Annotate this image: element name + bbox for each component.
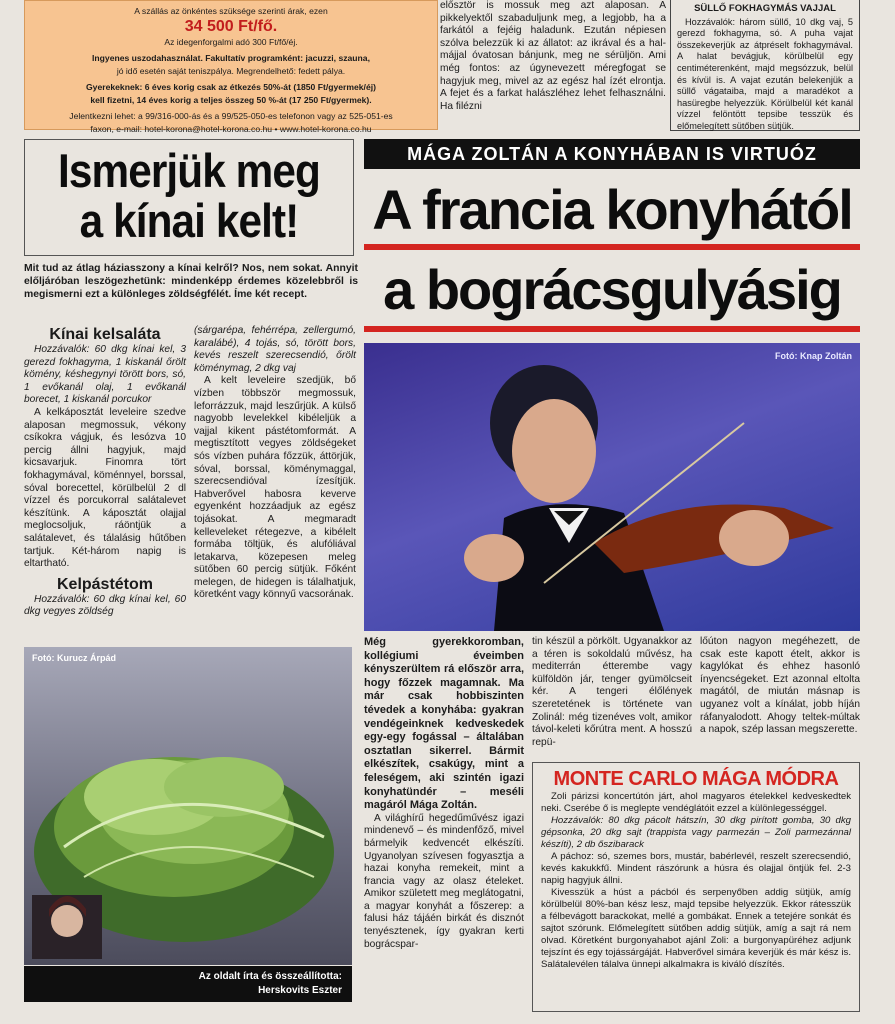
monte-carlo-intro: Zoli párizsi koncertútón járt, ahol magyaros ételekkel kedveskedtek neki. Cserébe ő is meglepte vendéglátóit ezzel a különlegességgel. xyxy=(541,791,851,814)
ad-price: 34 500 Ft/fő. xyxy=(184,18,278,35)
headline-rule-2 xyxy=(364,326,860,332)
sullo-recipe-box xyxy=(670,0,860,131)
cabbage-photo xyxy=(24,647,352,965)
maga-column-3: lőúton nagyon megéhezett, de csak este kapott ételt, akkor is kagylókat és ehhez hasonló ínyencségeket. Ezt azonnal eltolta magától, de miután másnap is ugyanez volt a kínálat, jobb híján ráfanyalodott. Ahogy teltek-múltak a napok, szép lassan megszerette. xyxy=(700,636,860,736)
maga-lead: Még gyerekkoromban, kollégiumi éveimben kényszerültem rá először arra, hogy főzzek magamnak. Ma már csak hobbiszinten tévedek a konyhába: gyakran vendégeinknek kedveskedek egy-egy fogással – általában osztatlan sikerrel. Bármit elkészítek, csakúgy, mint a feleségem, aki szintén igazi konyhatündér – meséli magáról Mága Zoltán. xyxy=(364,636,524,812)
ad-contact2: faxon, e-mail: hotel-korona@hotel-korona.co.hu • www.hotel-korona.co.hu xyxy=(90,124,372,134)
ad-pool: Ingyenes uszodahasználat. Fakultatív programként: jacuzzi, szauna, xyxy=(92,53,370,63)
monte-carlo-marinade: A páchoz: só, szemes bors, mustár, babérlevél, reszelt szerecsendió, kevés kakukkfű. Mindent rászórunk a húsra és olajjal öntjük fel. 2-3 napig hagyjuk állni. xyxy=(541,851,851,886)
signature-line1: Az oldalt írta és összeállította: xyxy=(198,971,342,982)
monte-carlo-recipe-box xyxy=(532,762,860,1012)
violinist-illustration xyxy=(364,343,860,631)
kinai-kel-lead: Mit tud az átlag háziasszony a kínai kelről? Nos, nem sokat. Annyit előljáróban leszögezhetünk: mindenképp érdemes közelebbről is megismerni ezt a különleges zöldségfélét. Íme két recept. xyxy=(24,263,358,300)
kelpastetom-method: A kelt leveleire szedjük, bő vízben többször megmossuk, leforrázzuk, majd leszűrjük. A külső nagyobb levelekkel kibéleljük a vajjal kikent pástétomformát. A megtisztított vegyes zöldségeket sós vízben puhára főzzük, áttörjük, sóval, borssal, köménymaggal, szerecsendióval ízesítjük. Habverővel habosra keverve egyenként hozzáadjuk az egész tojásokat. A megmaradt kelleveleket rétegezve, a kibélelt formába töltjük, és alufóliával letakarva, közepesen meleg sütőben 60 percig sütjük. Főként melegen, de hidegen is tálalhatjuk, köretként vagy könnyű vacsorának. xyxy=(194,375,356,601)
kelsalata-heading: Kínai kelsaláta xyxy=(49,326,161,343)
kelpastetom-heading: Kelpástétom xyxy=(56,575,154,593)
ad-tax: Az idegenforgalmi adó 300 Ft/fő/éj. xyxy=(164,37,298,47)
monte-carlo-ingredients: Hozzávalók: 80 dkg pácolt hátszín, 30 dkg pirított gomba, 30 dkg gépsonka, 20 dkg sajt (trappista vagy parmezán – Zoli parmezánnal készíti), 2 db őszibarack xyxy=(541,815,851,850)
ad-contact1: Jelentkezni lehet: a 99/316-000-ás és a 99/525-050-es telefonon vagy az 525-051-es xyxy=(69,111,393,121)
kinai-kel-column-1 xyxy=(24,325,186,619)
ad-pool2: jó idő esetén saját teniszpálya. Megrendelhető: fedett pálya. xyxy=(116,66,346,76)
kinai-kel-column-2 xyxy=(194,325,356,602)
maga-body: A világhírű hegedűművész igazi mindenevő – és mindenfőző, mivel bármelyik kedvencét elkészíti. Ugyanolyan szívesen fogyasztja a hazai konyha remekeit, mint a francia vagy az olasz ételeket. Amikor született meg meglátogatni, a magyar konyhát a főszerep: a falusi ház tájáén birkát és disznót tenyésztenek, így gyakran kerti bográcspar- xyxy=(364,812,524,950)
sullo-title: SÜLLŐ FOKHAGYMÁS VAJJAL xyxy=(694,3,836,14)
ad-kids1: Gyerekeknek: 6 éves korig csak az étkezés 50%-át (1850 Ft/gyermek/éj) xyxy=(86,82,376,92)
author-signature xyxy=(24,966,352,1002)
hotel-ad xyxy=(24,0,438,134)
kelpastetom-ingredients: Hozzávalók: 60 dkg kínai kel, 60 dkg vegyes zöldség xyxy=(24,593,186,618)
kelsalata-ingredients: Hozzávalók: 60 dkg kínai kel, 3 gerezd fokhagyma, 1 kiskanál őrölt kömény, késhegynyi törött bors, só, 1 evőkanál olaj, 1 evőkanál borecet, 1 kiskanál porcukor xyxy=(24,344,186,406)
article-kicker: MÁGA ZOLTÁN A KONYHÁBAN IS VIRTUÓZ xyxy=(364,139,860,169)
monte-carlo-method: Kivesszük a húst a pácból és serpenyőben addig sütjük, amíg körülbelül 80%-ban kész lesz, majd tepsibe helyezzük. Ekkor rátesszük a félbevágott barackokat, mellé a gombákat. Ennek a tetejére sonkát és sajtot szórunk. Előmelegített sütőben addig sütjük, amíg a sajt rá nem olvad. Köretként burgonyahabot ajánl Zoli: a burgonyapüréhez adjunk tejszínt és egy tojássárgáját. Habverővel simára keverjük és már kész is. Salátalevélen tálalva ünnepi alkalmakra is kiváló díszítés. xyxy=(541,887,851,970)
monte-carlo-title: MONTE CARLO MÁGA MÓDRA xyxy=(553,768,839,790)
signature-line2: Herskovits Eszter xyxy=(258,985,342,996)
violinist-photo xyxy=(364,343,860,631)
kelsalata-method: A kelkáposztát leveleire szedve alaposan megmossuk, vékony csíkokra vágjuk, és lesózva 10 percig állni hagyjuk, majd kicsavarjuk. Finomra tört fokhagymával, köménnyel, borssal, sóval borecettel, körülbelül 2 dl vízzel és porcukorral salátalevet készítünk. A káposztát olajjal meglocsoljuk, ráöntjük a salátalevet, és tálalásig hűtőben tartjuk. Két-három napig is eltartható. xyxy=(24,406,186,570)
headline-line2: a bográcsgulyásig xyxy=(383,258,841,321)
cabbage-photo-credit: Fotó: Kurucz Árpád xyxy=(32,653,116,663)
ad-kids2: kell fizetni, 14 éves korig a teljes összeg 50 %-át (17 250 Ft/gyermek). xyxy=(90,95,372,105)
maga-column-1 xyxy=(364,636,524,951)
sullo-text: Hozzávalók: három süllő, 10 dkg vaj, 5 gerezd fokhagyma, só. A puha vajat összekeverjük az átpréselt fokhagymával. A halat bevágjuk, körülbelül egy centiméterenként, majd megsózzuk, belül és kívül is. A vajat ezután belekenjük a süllő vágataiba, majd a maradékot a hasüregbe helyezzük. Körülbelül két kanál vízzel felöntött tepsibe tesszük és előmelegített sütőben sütjük. xyxy=(677,16,853,131)
fish-article-text: elősztör is mossuk meg azt alaposan. A pikkelyektől szabaduljunk meg, a legjobb, ha a farkától a fejéig haladunk. Ezután népiesen szólva belezzük ki az állatot: az ikrával és a halmájjal óvatosan bánjunk, meg ne sérüljön. Ami még fontos: az úgynevezett méregfogat se hagyjuk meg, mivel az az egész hal ízét elrontja. A fejet és a farkat halászléhez lehet felhasználni. Ha filézni xyxy=(440,0,666,112)
kinai-kel-title: Ismerjük meg a kínai kelt! xyxy=(58,144,320,247)
cabbage-illustration xyxy=(24,647,352,965)
violinist-photo-credit: Fotó: Knap Zoltán xyxy=(775,351,852,361)
headline-line1: A francia konyhától xyxy=(372,178,852,241)
ad-line1: A szállás az önkéntes szüksége szerinti árak, ezen xyxy=(134,6,328,16)
kinai-kel-headline-box xyxy=(24,139,354,256)
kelpastetom-ingredients-cont: (sárgarépa, fehérrépa, zellergumó, karalábé), 4 tojás, só, törött bors, kevés reszelt szerecsendió, őrölt köménymag, 2 dkg vaj xyxy=(194,325,356,374)
maga-column-2: tin készül a pörkölt. Ugyanakkor az a téren is sokoldalú művész, ha mediterrán étterembe vagy külföldön jár, tenger gyümölcseit kér. A tengeri élőlények szeretetének is története van Zolinál: még tizenéves volt, amikor távol-keleti kőrútra ment. A hosszú repü- xyxy=(532,636,692,748)
